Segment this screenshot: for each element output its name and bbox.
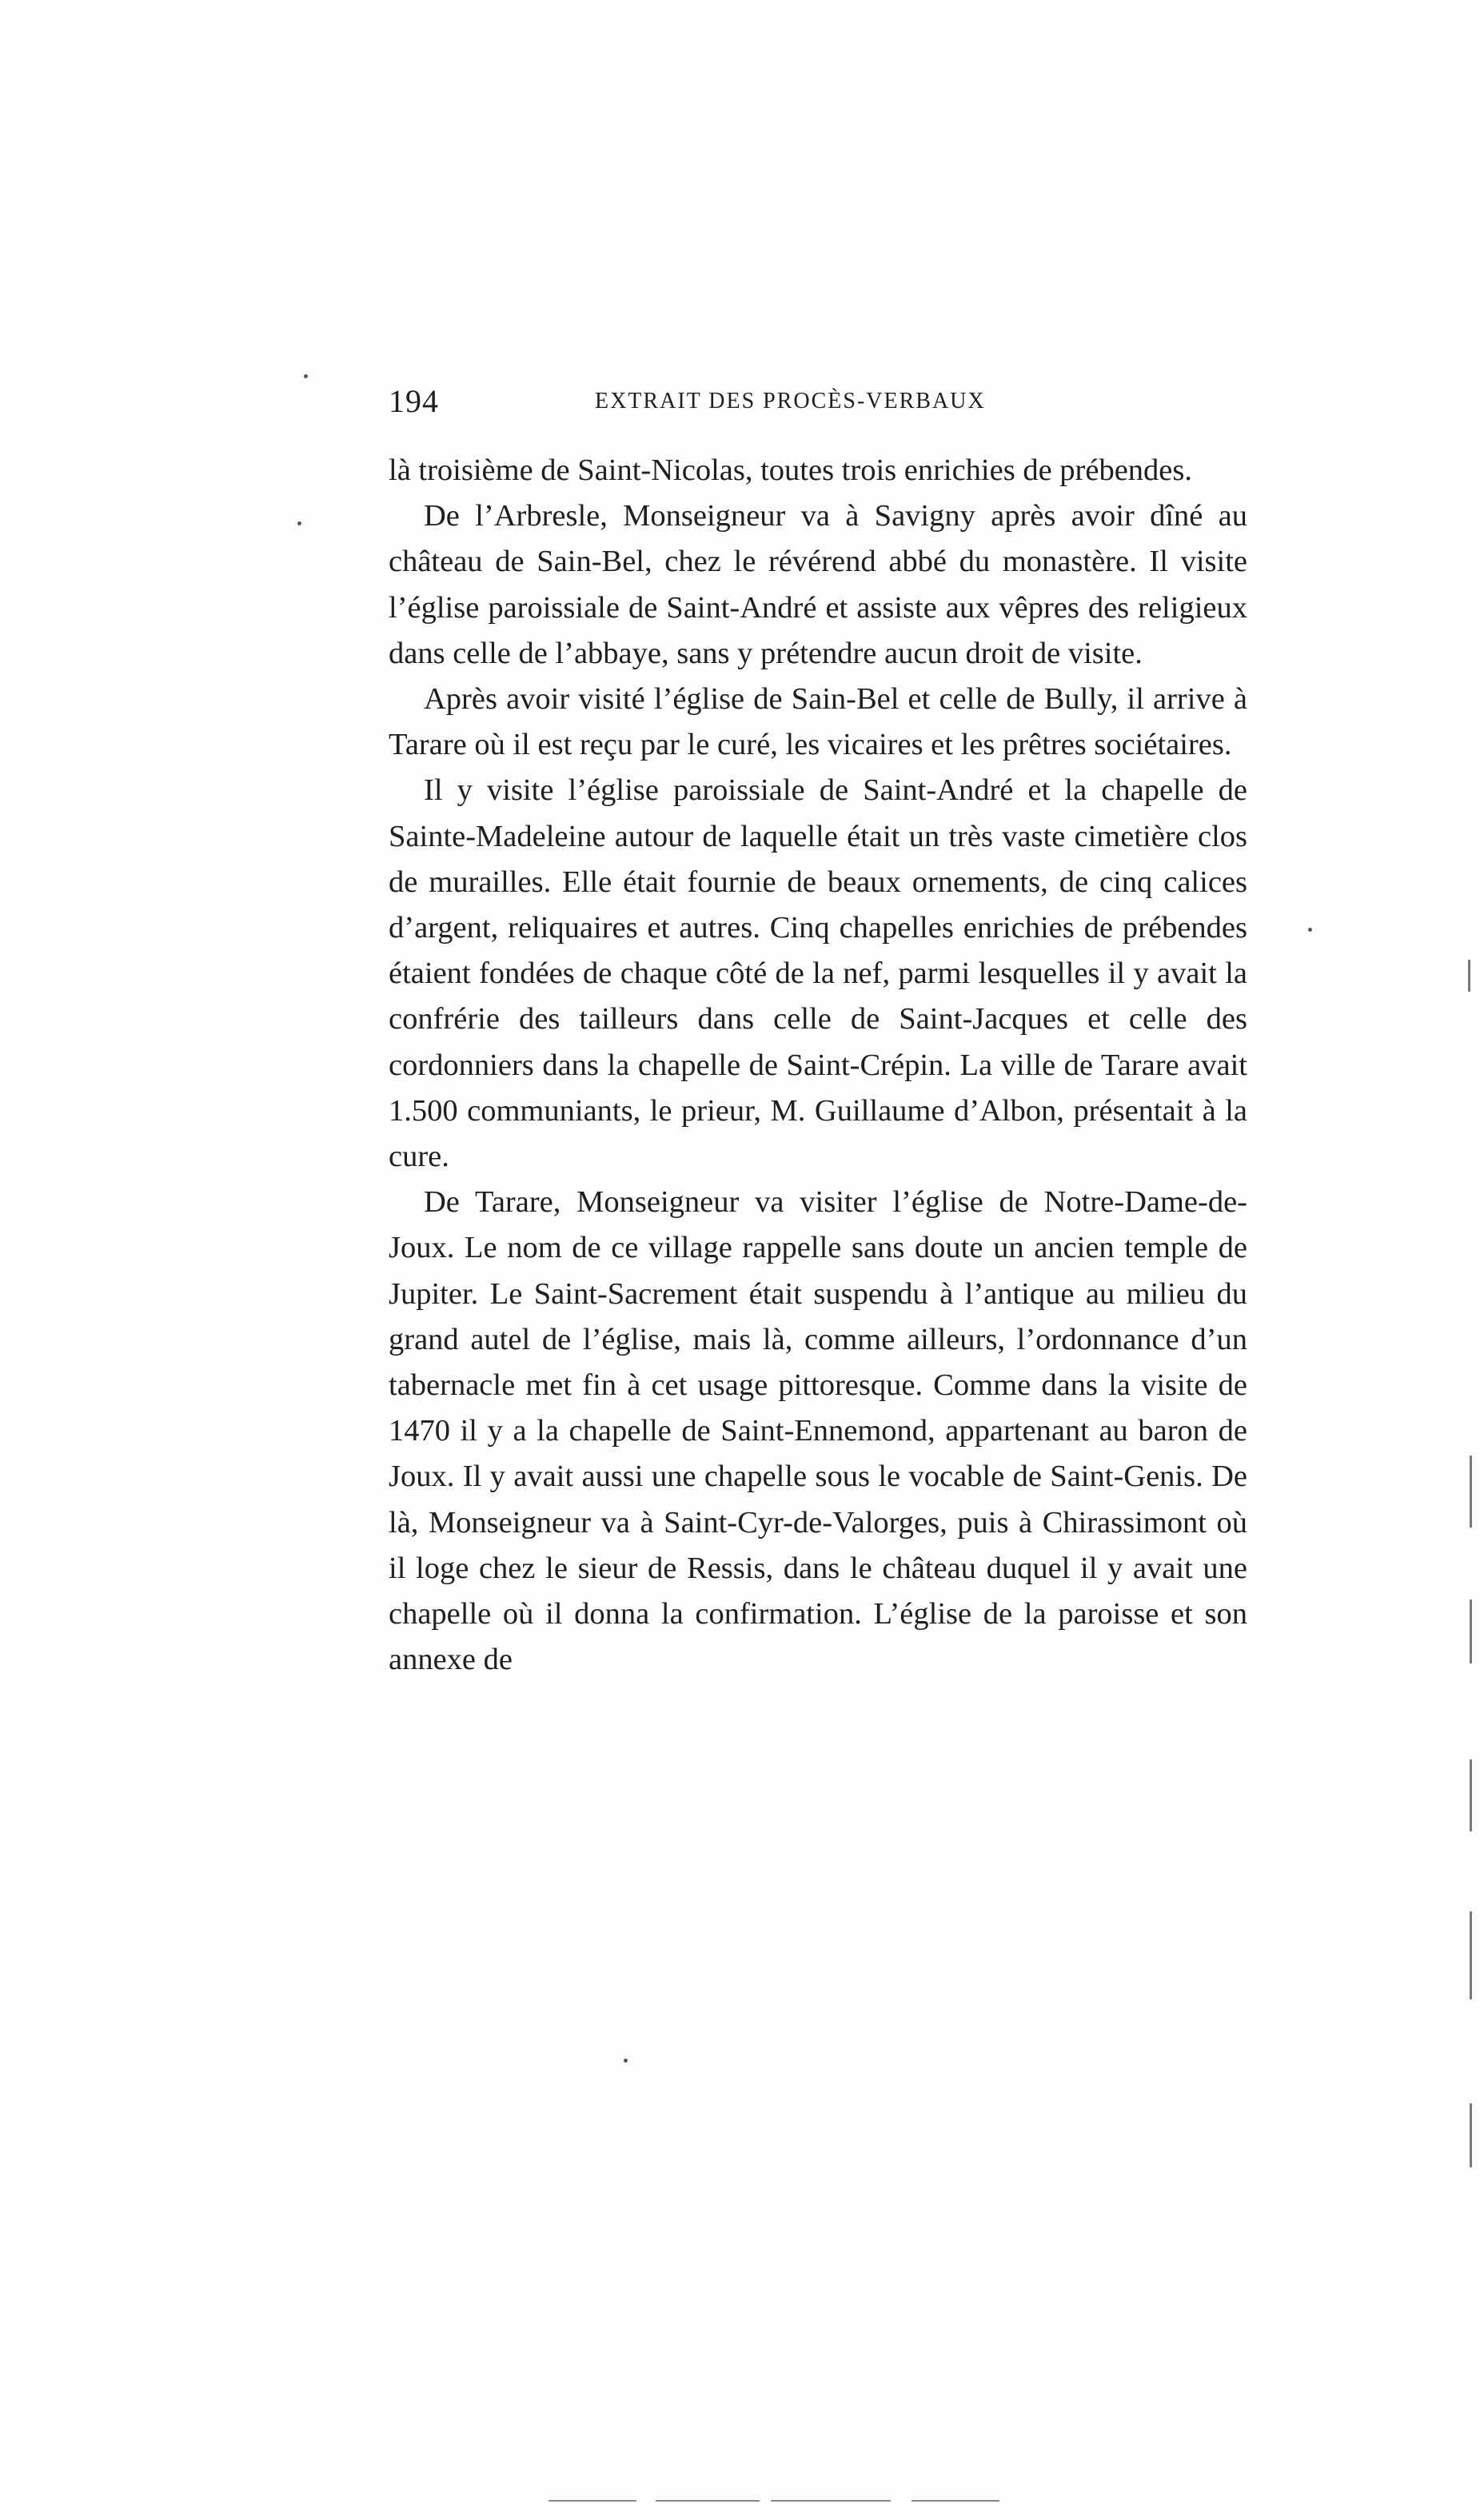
scan-edge-mark (1470, 1911, 1472, 1999)
scan-edge-mark (1470, 1456, 1472, 1528)
paragraph: De l’Arbresle, Monseigneur va à Savigny après avoir dîné au château de Sain-Bel, chez le révérend abbé du monastère. Il visite l’église paroissiale de Saint-André et assiste aux vêpres des religieux dans celle de l’abbaye, sans y prétendre aucun droit de visite. (389, 499, 1247, 670)
scan-foot-mark (912, 2500, 999, 2502)
paragraph: De Tarare, Monseigneur va visiter l’église de Notre-Dame-de-Joux. Le nom de ce village rappelle sans doute un ancien temple de Jupiter. Le Saint-Sacrement était suspendu à l’antique au milieu du grand autel de l’église, mais là, comme ailleurs, l’ordonnance d’un tabernacle met fin à cet usage pittoresque. Comme dans la visite de 1470 il y a la chapelle de Saint-Ennemond, appartenant au baron de Joux. Il y avait aussi une chapelle sous le vocable de Saint-Genis. De là, Monseigneur va à Saint-Cyr-de-Valorges, puis à Chirassimont où il loge chez le sieur de Ressis, dans le château duquel il y avait une chapelle où il donna la confirmation. L’église de la paroisse et son annexe de (389, 1185, 1247, 1677)
scan-speck (1308, 928, 1312, 932)
scan-edge-mark (1470, 1759, 1472, 1831)
scan-edge-mark (1468, 960, 1470, 992)
scan-edge-mark (1470, 1599, 1472, 1663)
scan-edge-mark (1470, 2103, 1472, 2167)
scan-foot-mark (771, 2500, 891, 2502)
page-number: 194 (389, 383, 439, 419)
running-title: EXTRAIT DES PROCÈS-VERBAUX (595, 389, 986, 413)
scan-foot-mark (656, 2500, 760, 2502)
paragraph: Il y visite l’église paroissiale de Saint-André et la chapelle de Sainte-Madeleine autour de laquelle était un très vaste cimetière clos de murailles. Elle était fournie de beaux ornements, de cinq calices d’argent, reliquaires et autres. Cinq chapelles enrichies de prébendes étaient fondées de chaque côté de la nef, parmi lesquelles il y avait la confrérie des tailleurs dans celle de Saint-Jacques et celle des cordonniers dans la chapelle de Saint-Crépin. La ville de Tarare avait 1.500 communiants, le prieur, M. Guillaume d’Albon, présentait à la cure. (389, 773, 1247, 1174)
scan-speck (624, 2059, 628, 2063)
body-text (389, 448, 1247, 1683)
paragraph: Après avoir visité l’église de Sain-Bel et celle de Bully, il arrive à Tarare où il est reçu par le curé, les vicaires et les prêtres sociétaires. (389, 682, 1247, 762)
paragraph-continued: là troisième de Saint-Nicolas, toutes trois enrichies de prébendes. (389, 453, 1192, 487)
scan-speck (304, 374, 308, 378)
scan-foot-mark (549, 2500, 636, 2502)
running-head (389, 382, 1247, 430)
scan-speck (297, 521, 301, 525)
